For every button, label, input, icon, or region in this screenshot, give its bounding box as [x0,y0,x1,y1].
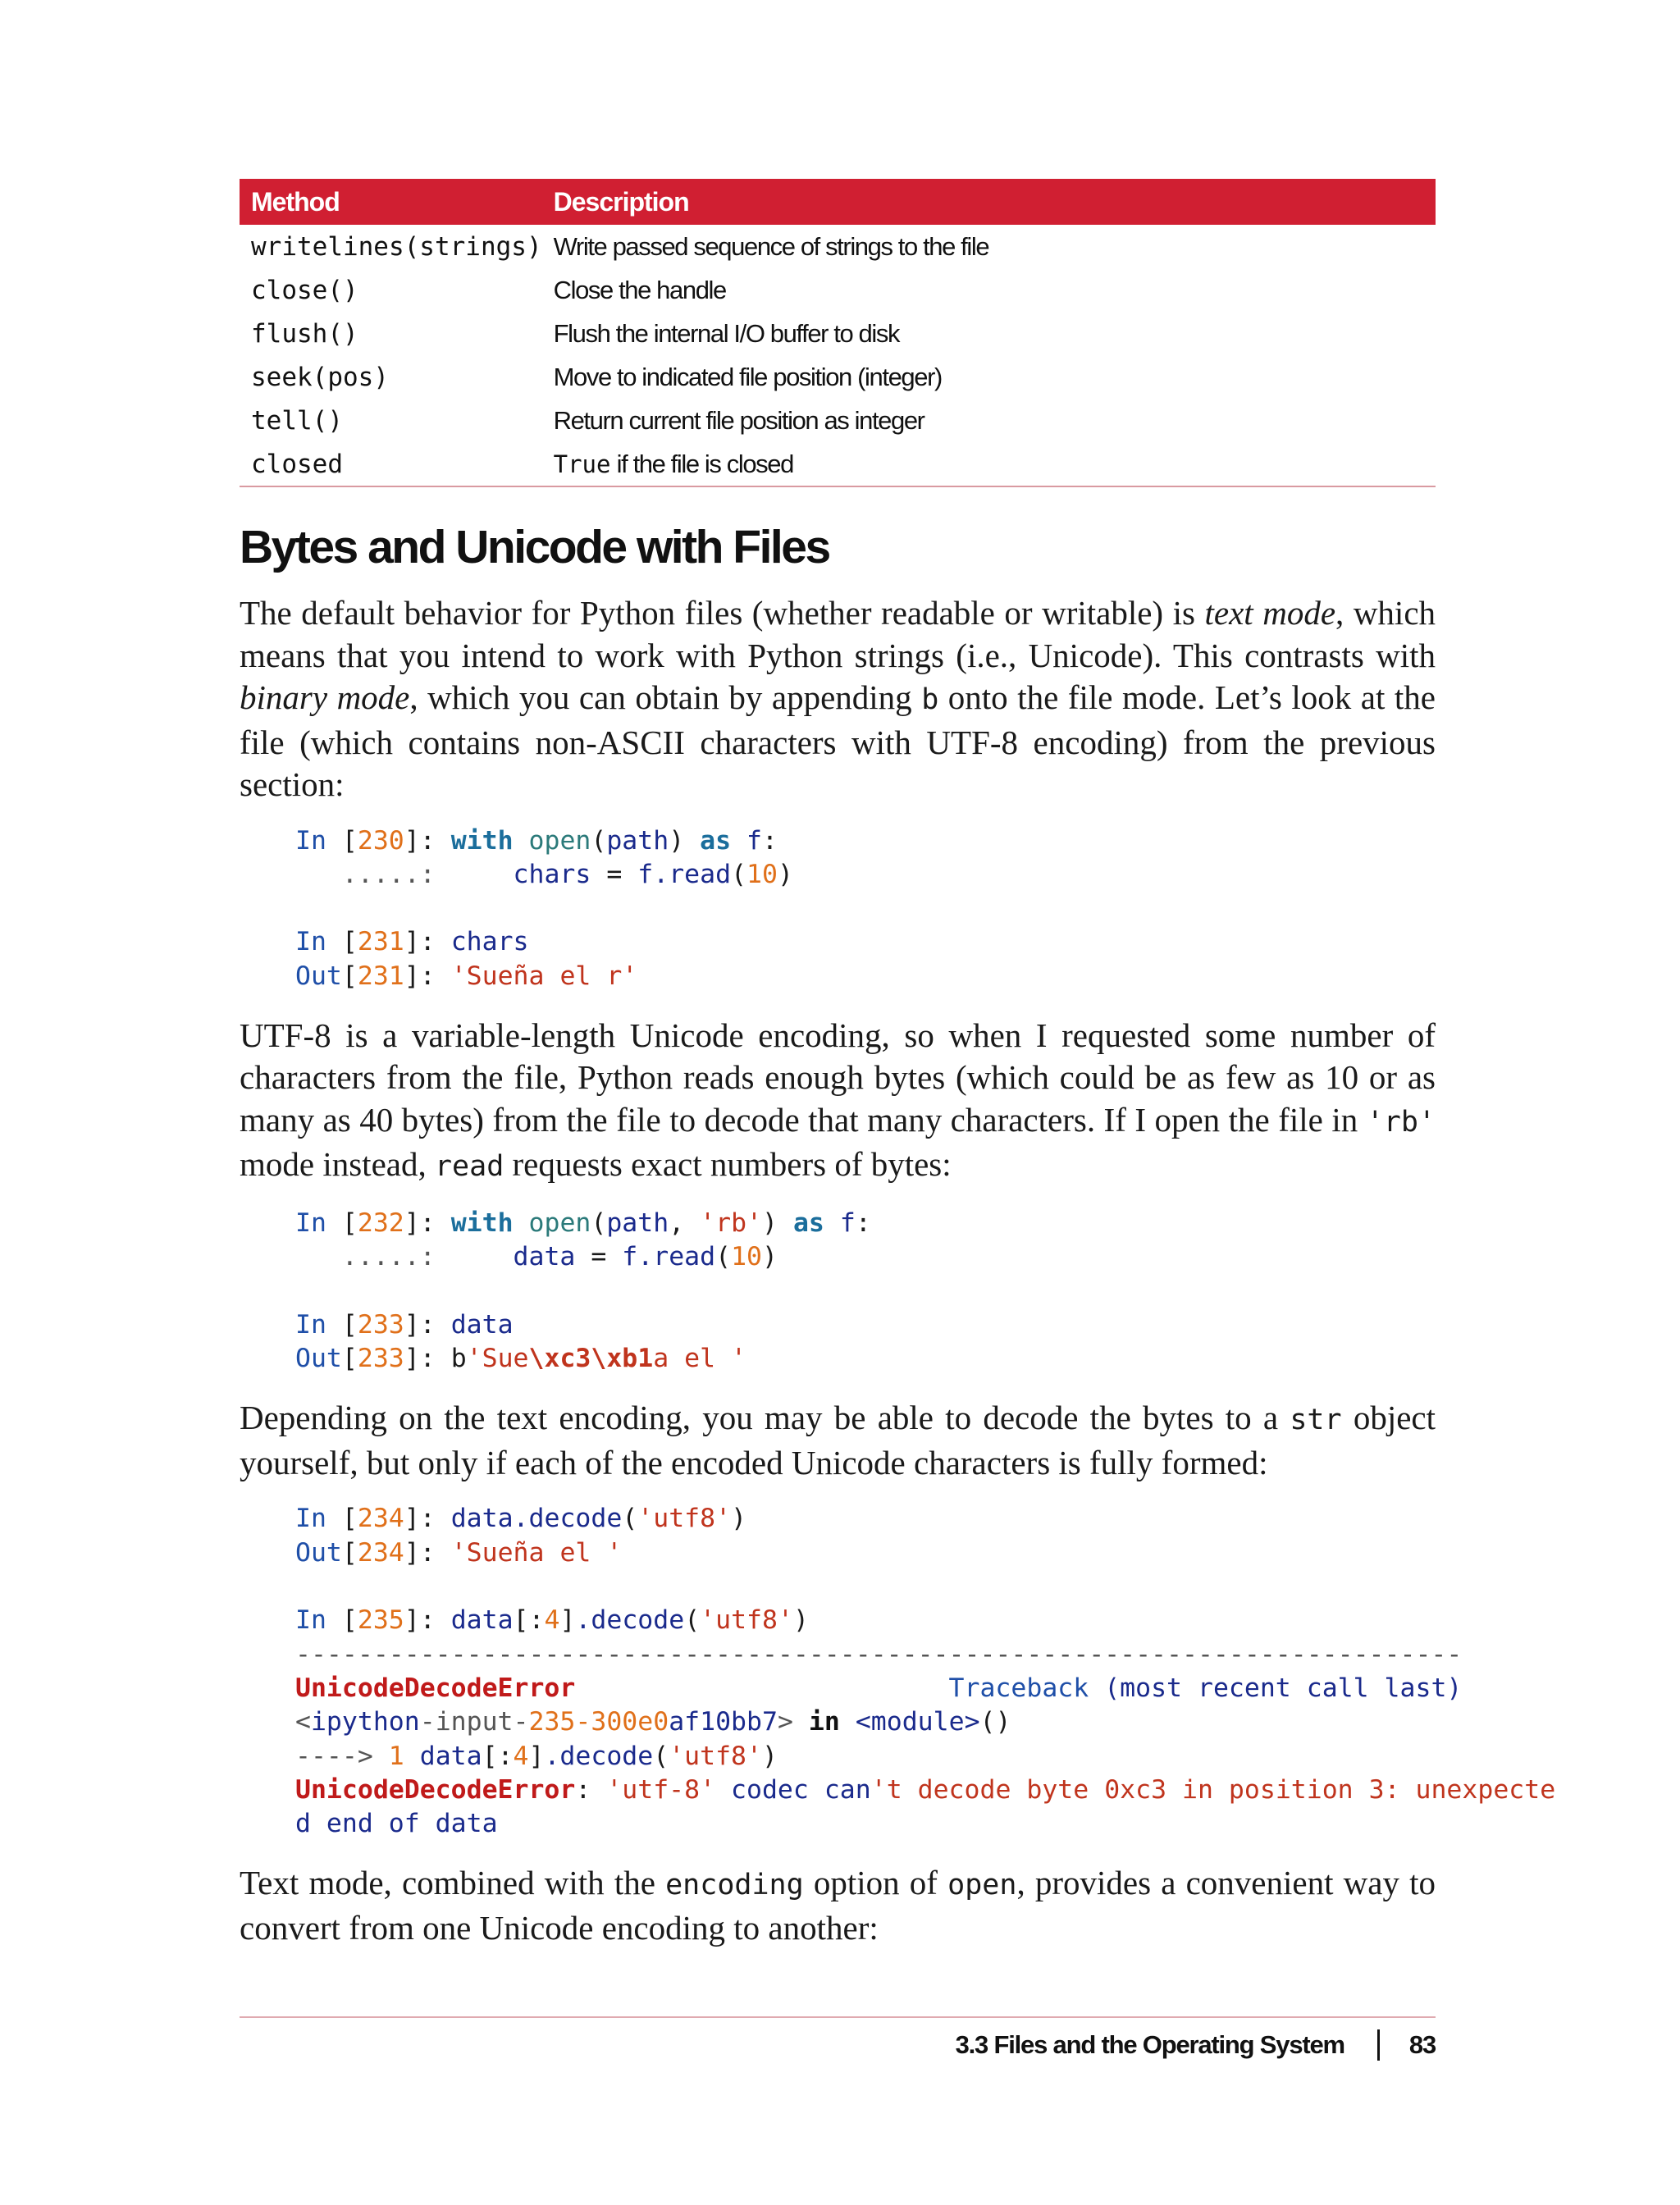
inline-code: open [947,1869,1017,1902]
description-text: if the file is closed [610,449,793,478]
header-method: Method [240,179,542,225]
description-cell: Move to indicated file position (integer) [553,362,942,391]
footer-separator [1377,2029,1380,2061]
description-code: True [553,450,611,478]
inline-code: read [434,1150,504,1184]
table-row [240,442,1436,486]
footer-section-title: 3.3 Files and the Operating System [955,2030,1344,2059]
paragraph-encoding [240,1862,1436,1949]
text-run: UTF-8 is a variable-length Unicode encoding, so when I requested some number of characters from the file, Python reads enough bytes (which could be as few as 10 or as many as 40 bytes) from the file to decode that many characters. If I open the file in [240,1016,1436,1139]
inline-code: encoding [665,1869,804,1902]
method-cell: writelines(strings) [251,231,542,262]
description-cell: Return current file position as integer [553,405,924,435]
description-cell [542,442,1436,486]
paragraph-utf8 [240,1015,1436,1189]
page-footer [956,2029,1436,2061]
text-run: mode instead, [240,1145,435,1184]
method-cell: closed [240,442,542,486]
text-run: requests exact numbers of bytes: [504,1145,952,1184]
method-cell: seek(pos) [251,362,389,392]
method-cell: close() [251,275,358,305]
method-cell: tell() [251,405,343,436]
text-run: option of [803,1864,948,1902]
table-row [240,225,1436,268]
table-header-row [240,179,1436,225]
description-cell: Write passed sequence of strings to the file [553,231,989,261]
text-run: Text mode, combined with the [240,1864,666,1902]
text-run: , which means that you intend to work with Python strings (i.e., Unicode). This contrasts with [240,594,1436,674]
paragraph-decode [240,1397,1436,1484]
code-block-1: In [230]: with open(path) as f: .....: chars = f.read(10) In [231]: chars Out[231]: 'Sueña el r' [295,825,793,991]
text-run: object yourself, but only if each of the encoded Unicode characters is fully formed: [240,1399,1436,1481]
table-row [240,312,1436,355]
code-block-3: In [234]: data.decode('utf8') Out[234]: 'Sueña el ' In [235]: data[:4].decode('utf8') --------------------------------------------------------------------------- UnicodeDecodeError Traceback (most recent call last) <ipython-input-235-300e0af10bb7> in <module>() ----> 1 data[:4].decode('utf8') UnicodeDecodeError: 'utf-8' codec can't decode byte 0xc3 in position 3: unexpecte d end of data [295,1504,1556,1839]
inline-code: b [921,683,939,716]
paragraph-text-mode [240,592,1436,806]
text-run: , provides a convenient way to convert from one Unicode encoding to another: [240,1864,1436,1947]
header-description: Description [542,179,1436,225]
text-run: , which you can obtain by appending [409,678,922,716]
emphasis-text: binary mode [240,678,410,716]
description-cell: Flush the internal I/O buffer to disk [553,318,900,348]
page-number: 83 [1408,2030,1436,2059]
emphasis-text: text mode [1204,594,1336,632]
inline-code: 'rb' [1366,1105,1436,1139]
code-block-2: In [232]: with open(path, 'rb') as f: .....: data = f.read(10) In [233]: data Out[233]: b'Sue\xc3\xb1a el ' [295,1208,871,1374]
text-run: Depending on the text encoding, you may be able to decode the bytes to a [240,1399,1290,1437]
section-title: Bytes and Unicode with Files [240,521,829,573]
inline-code: str [1290,1404,1342,1437]
text-run: The default behavior for Python files (whether readable or writable) is [240,594,1205,632]
method-cell: flush() [251,318,358,349]
table-row [240,355,1436,399]
footer-divider [240,2016,1436,2018]
description-cell: Close the handle [553,275,726,304]
table-row [240,268,1436,312]
text-run: onto the file mode. Let’s look at the file (which contains non-ASCII characters with UTF-8 encoding) from the previous section: [240,678,1436,803]
page-content [240,179,1556,1949]
methods-table [240,179,1436,487]
table-row [240,399,1436,442]
